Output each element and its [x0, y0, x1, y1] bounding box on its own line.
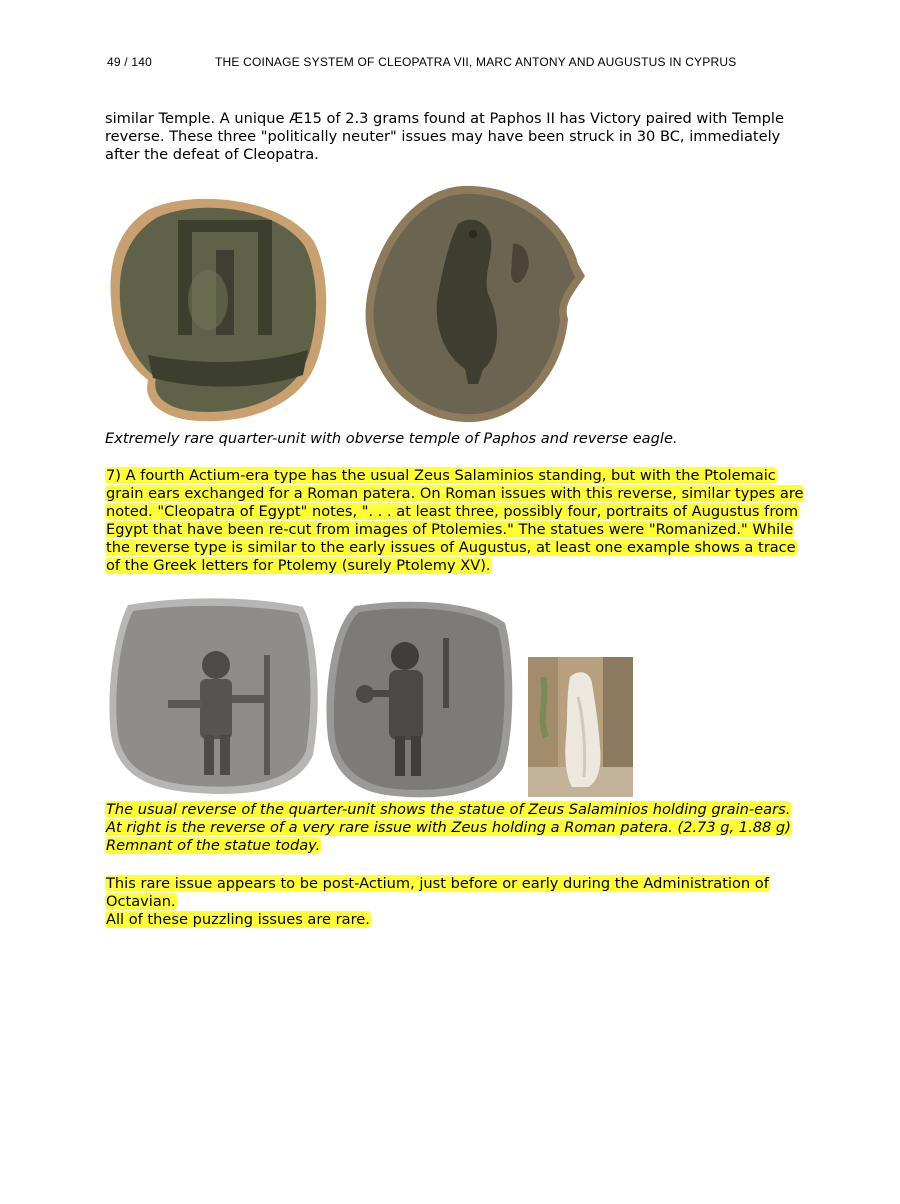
closing-line-2: All of these puzzling issues are rare. — [106, 911, 370, 928]
running-header — [107, 55, 736, 69]
paragraph-7-text: 7) A fourth Actium-era type has the usual Zeus Salaminios standing, but with the Ptolemaic grain ears exchanged for a Roman patera. On Roman issues with this reverse, similar types are noted. "Cleopatra of Egypt" notes, ". . . at least three, possibly four, portraits of Augustus from Egypt that have been re-cut from images of Ptolemies." The statues were "Romanized." While the reverse type is similar to the early issues of Augustus, at least one example shows a trace of the Greek letters for Ptolemy (surely Ptolemy XV). — [106, 467, 804, 574]
closing-paragraph — [105, 875, 805, 929]
caption-coin-pair-2 — [105, 801, 805, 855]
coin-eagle-reverse-image — [363, 184, 589, 424]
coin-zeus-patera-image — [325, 598, 515, 800]
caption-coin-pair-1: Extremely rare quarter-unit with obverse temple of Paphos and reverse eagle. — [105, 430, 678, 447]
coin-temple-obverse-image — [108, 190, 330, 426]
page-number: 49 / 140 — [107, 55, 152, 69]
statue-remnant-photo — [528, 657, 633, 801]
caption-2-text: The usual reverse of the quarter-unit shows the statue of Zeus Salaminios holding grain-ears. At right is the reverse of a very rare issue with Zeus holding a Roman patera. (2.73 g, 1.88 g) Remnant of the statue today. — [106, 801, 791, 854]
coin-zeus-grain-ears-image — [108, 595, 322, 797]
paragraph-7 — [105, 467, 805, 575]
running-title: THE COINAGE SYSTEM OF CLEOPATRA VII, MARC ANTONY AND AUGUSTUS IN CYPRUS — [215, 55, 737, 69]
closing-line-1: This rare issue appears to be post-Actium, just before or early during the Administration of Octavian. — [106, 875, 769, 910]
intro-paragraph: similar Temple. A unique Æ15 of 2.3 grams found at Paphos II has Victory paired with Temple reverse. These three "politically neuter" issues may have been struck in 30 BC, immediately after the defeat of Cleopatra. — [105, 110, 784, 163]
